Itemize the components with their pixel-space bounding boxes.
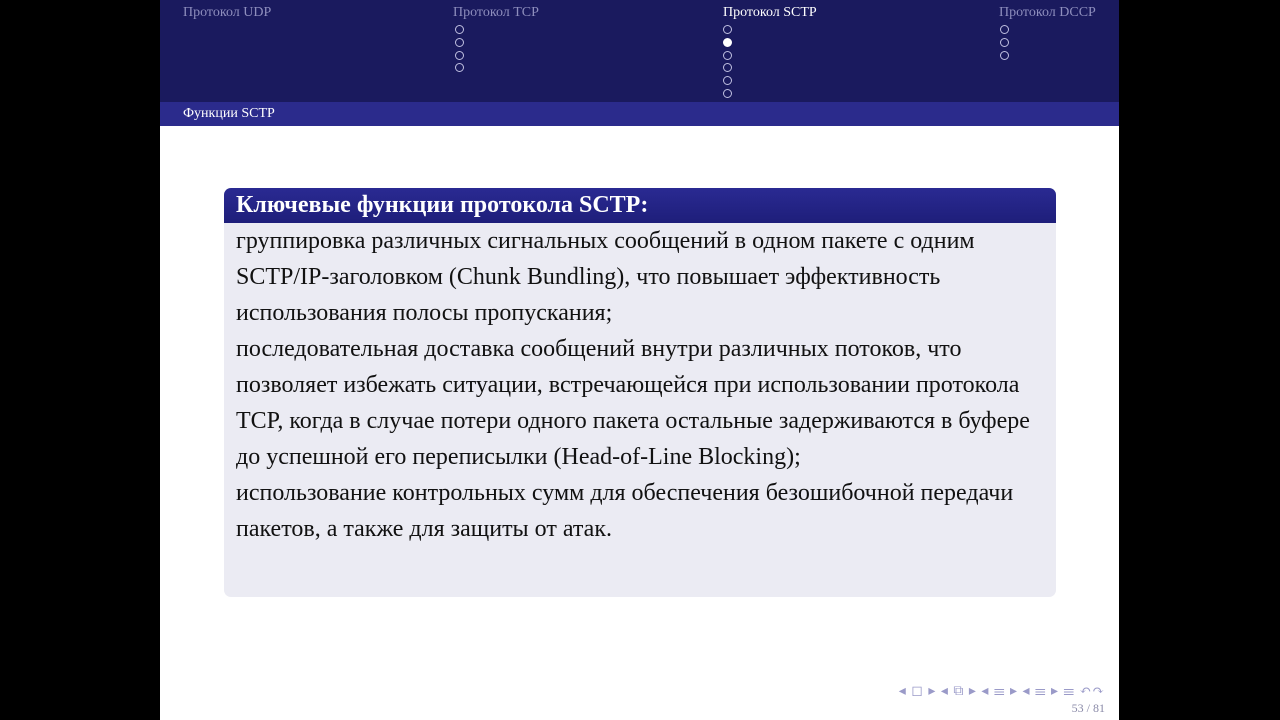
tcp-frame-dots bbox=[455, 25, 467, 76]
slide bbox=[160, 0, 1119, 720]
section-link-sctp[interactable]: Протокол SCTP bbox=[723, 5, 817, 20]
section-link-udp[interactable]: Протокол UDP bbox=[183, 5, 272, 20]
list-item bbox=[236, 331, 1044, 475]
frame-dot-icon[interactable] bbox=[455, 38, 464, 47]
list-item-text: последовательная доставка сообщений внутри различных потоков, что позволяет избежать ситуации, встречающейся при использовании протокола TCP, когда в случае потери одного пакета остальные задерживаются в буфере до успешной его переписылки (Head-of-Line Blocking); bbox=[236, 336, 1030, 470]
list-item bbox=[236, 223, 1044, 331]
sctp-frame-dots bbox=[723, 25, 735, 102]
frame-dot-icon[interactable] bbox=[723, 51, 732, 60]
frame-dot-icon[interactable] bbox=[1000, 38, 1009, 47]
frame-dot-icon[interactable] bbox=[455, 63, 464, 72]
navigation-header bbox=[160, 0, 1119, 102]
list-item-text: группировка различных сигнальных сообщений в одном пакете с одним SCTP/IP-заголовком (Chunk Bundling), что повышает эффективность использования полосы пропускания; bbox=[236, 228, 975, 326]
frame-dot-icon[interactable] bbox=[455, 51, 464, 60]
subsection-bar bbox=[160, 102, 1119, 126]
block-title: Ключевые функции протокола SCTP: bbox=[224, 188, 1056, 223]
bullet-list bbox=[224, 223, 1056, 547]
frame-dot-icon[interactable] bbox=[723, 76, 732, 85]
dccp-frame-dots bbox=[1000, 25, 1012, 63]
section-link-tcp[interactable]: Протокол TCP bbox=[453, 5, 539, 20]
page-number: 53 / 81 bbox=[1071, 701, 1105, 715]
frame-dot-icon[interactable] bbox=[723, 63, 732, 72]
beamer-navigation-icons[interactable]: ◂ ◻ ▸ ◂ ⧉ ▸ ◂ ☰ ▸ ◂ ☰ ▸ ☰ ↶↷ bbox=[898, 684, 1105, 699]
content-block bbox=[224, 188, 1056, 597]
list-item bbox=[236, 475, 1044, 547]
frame-dot-icon[interactable] bbox=[723, 38, 732, 47]
section-link-dccp[interactable]: Протокол DCCP bbox=[999, 5, 1096, 20]
frame-dot-icon[interactable] bbox=[723, 25, 732, 34]
frame-dot-icon[interactable] bbox=[1000, 25, 1009, 34]
frame-dot-icon[interactable] bbox=[723, 89, 732, 98]
frame-dot-icon[interactable] bbox=[455, 25, 464, 34]
subsection-title: Функции SCTP bbox=[183, 106, 275, 121]
frame-dot-icon[interactable] bbox=[1000, 51, 1009, 60]
list-item-text: использование контрольных сумм для обеспечения безошибочной передачи пакетов, а также для защиты от атак. bbox=[236, 480, 1014, 542]
